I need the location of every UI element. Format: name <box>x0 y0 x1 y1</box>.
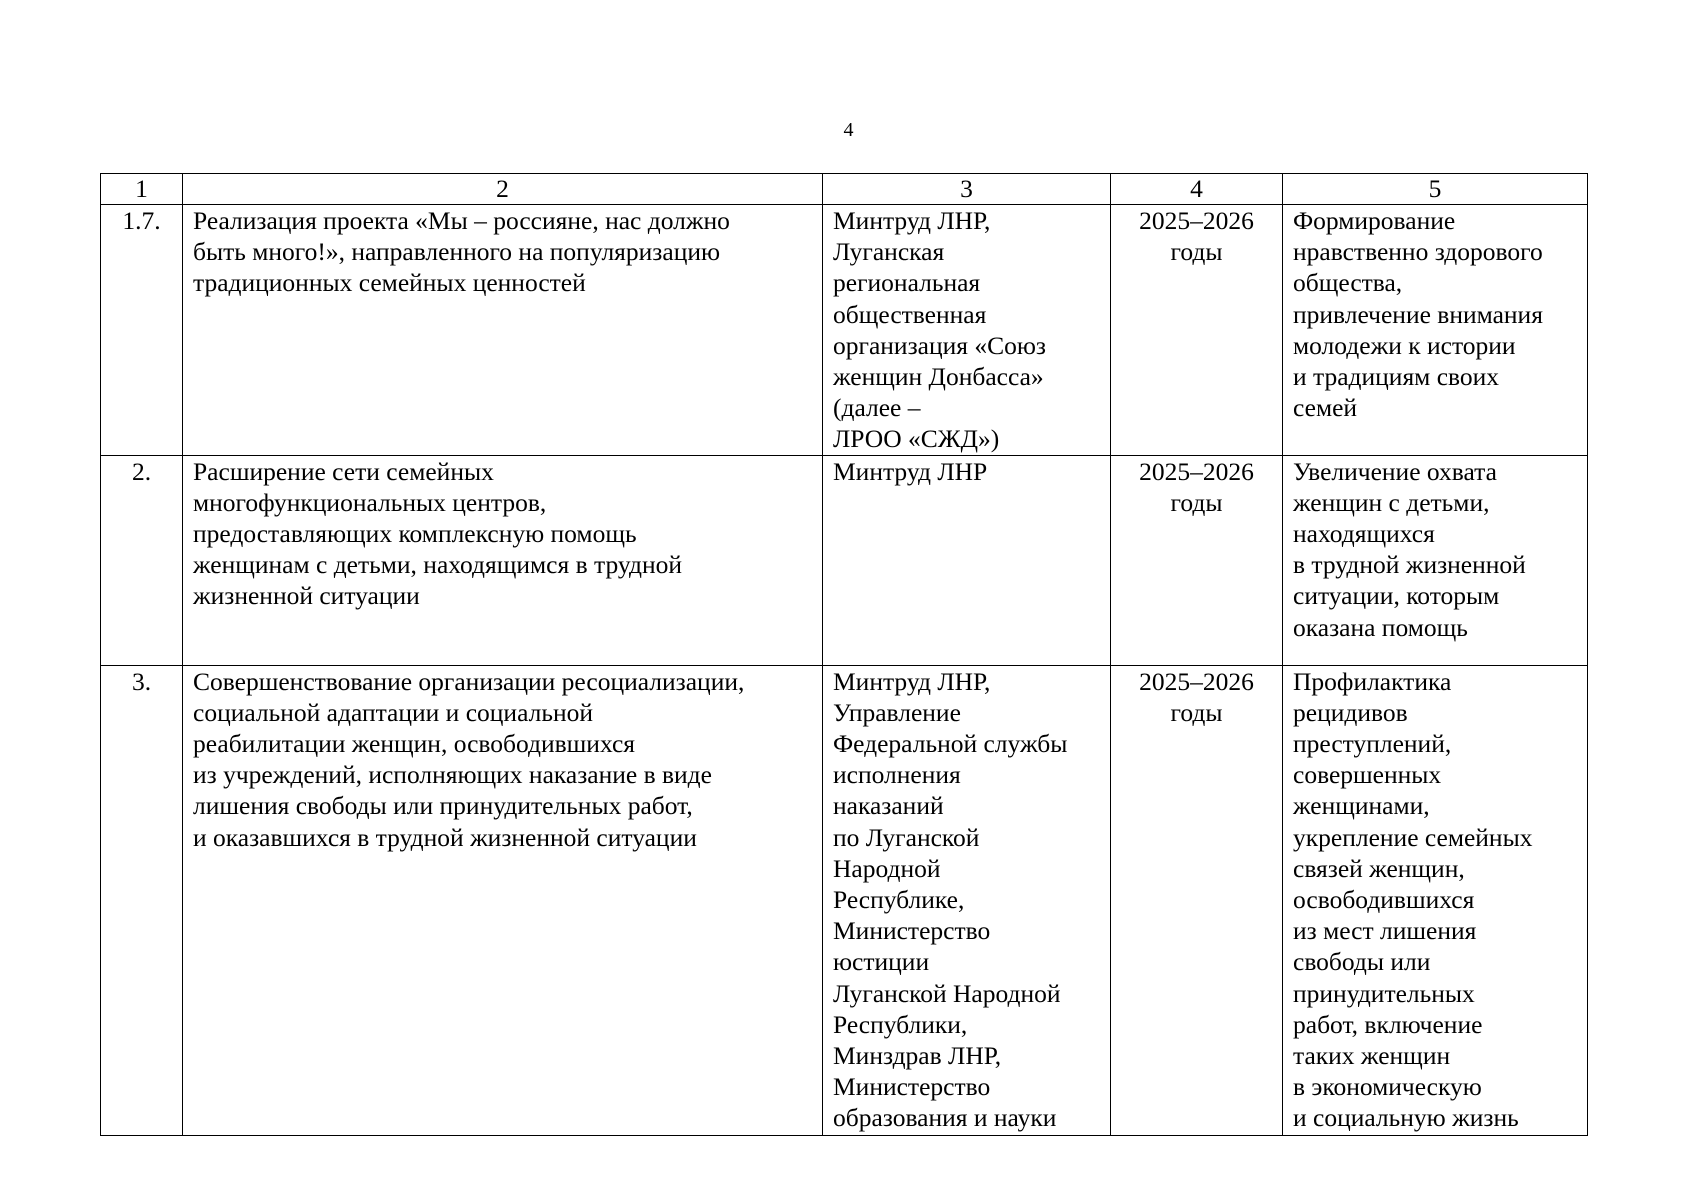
cell-line: 2025–2026 <box>1139 456 1254 486</box>
row-number: 3. <box>101 665 183 1135</box>
activity-cell <box>183 205 823 456</box>
cell-line: в трудной жизненной <box>1293 550 1526 580</box>
cell-line: Реализация проекта «Мы – россияне, нас должно <box>193 206 730 235</box>
cell-line: из мест лишения <box>1293 916 1477 946</box>
result-cell <box>1283 205 1588 456</box>
table-row <box>101 665 1588 1135</box>
cell-line: быть много!», направленного на популяризацию <box>193 237 721 267</box>
cell-line: Народной <box>833 853 941 883</box>
cell-line: Минтруд ЛНР, <box>833 666 991 696</box>
cell-line: семей <box>1293 393 1358 423</box>
cell-line: лишения свободы или принудительных работ, <box>193 791 693 821</box>
cell-line: общества, <box>1293 268 1403 298</box>
cell-line: Совершенствование организации ресоциализации, <box>193 666 745 696</box>
cell-line: связей женщин, <box>1293 853 1465 883</box>
cell-line: Минтруд ЛНР <box>833 456 988 486</box>
cell-line: многофункциональных центров, <box>193 487 547 517</box>
cell-line: исполнения <box>833 760 961 790</box>
cell-line: рецидивов <box>1293 697 1408 727</box>
cell-line: преступлений, <box>1293 729 1452 759</box>
table-header-row <box>101 174 1588 205</box>
cell-line: женщинами, <box>1293 791 1430 821</box>
row-number: 2. <box>101 455 183 665</box>
cell-line: Минтруд ЛНР, <box>833 206 991 235</box>
cell-line: и оказавшихся в трудной жизненной ситуации <box>193 822 697 852</box>
cell-line: свободы или <box>1293 947 1431 977</box>
cell-line: в экономическую <box>1293 1072 1482 1102</box>
cell-line: женщин Донбасса» <box>833 362 1044 392</box>
cell-line: ситуации, которым <box>1293 581 1500 611</box>
cell-line: образования и науки <box>833 1103 1057 1133</box>
cell-line: 2025–2026 <box>1139 206 1254 235</box>
cell-line: Республики, <box>833 1009 968 1039</box>
row-number: 1.7. <box>101 205 183 456</box>
cell-line: годы <box>1170 487 1223 517</box>
page-number: 4 <box>843 119 854 141</box>
cell-line: Расширение сети семейных <box>193 456 494 486</box>
cell-line: Министерство <box>833 1072 991 1102</box>
cell-line: годы <box>1170 697 1223 727</box>
cell-line: Министерство <box>833 916 991 946</box>
executors-cell <box>823 455 1111 665</box>
cell-line: годы <box>1170 237 1223 267</box>
cell-line: юстиции <box>833 947 930 977</box>
executors-cell <box>823 665 1111 1135</box>
table-row <box>101 455 1588 665</box>
cell-line: женщинам с детьми, находящимся в трудной <box>193 550 683 580</box>
cell-line: привлечение внимания <box>1293 299 1543 329</box>
cell-line: 2025–2026 <box>1139 666 1254 696</box>
cell-line: традиционных семейных ценностей <box>193 268 586 298</box>
header-cell: 2 <box>183 174 823 205</box>
cell-line: Формирование <box>1293 206 1456 235</box>
years-cell <box>1111 665 1283 1135</box>
cell-line: ЛРОО «СЖД») <box>833 424 1000 454</box>
header-cell: 1 <box>101 174 183 205</box>
executors-cell <box>823 205 1111 456</box>
cell-line: нравственно здорового <box>1293 237 1543 267</box>
table-row <box>101 205 1588 456</box>
cell-line: таких женщин <box>1293 1041 1451 1071</box>
cell-line: Минздрав ЛНР, <box>833 1041 1002 1071</box>
cell-line: женщин с детьми, <box>1293 487 1490 517</box>
cell-line: реабилитации женщин, освободившихся <box>193 729 636 759</box>
cell-line: Луганская <box>833 237 945 267</box>
cell-line: укрепление семейных <box>1293 822 1533 852</box>
action-plan-table <box>100 173 1588 1136</box>
cell-line: оказана помощь <box>1293 612 1468 642</box>
cell-line: (далее – <box>833 393 921 423</box>
cell-line: предоставляющих комплексную помощь <box>193 519 637 549</box>
result-cell <box>1283 665 1588 1135</box>
cell-line: Управление <box>833 697 961 727</box>
cell-line: из учреждений, исполняющих наказание в виде <box>193 760 712 790</box>
cell-line: совершенных <box>1293 760 1442 790</box>
cell-line: Профилактика <box>1293 666 1452 696</box>
years-cell <box>1111 205 1283 456</box>
cell-line: региональная <box>833 268 981 298</box>
cell-line: освободившихся <box>1293 885 1475 915</box>
cell-line: находящихся <box>1293 519 1435 549</box>
cell-line: Увеличение охвата <box>1293 456 1497 486</box>
cell-line: Федеральной службы <box>833 729 1068 759</box>
cell-line: общественная <box>833 299 987 329</box>
header-cell: 5 <box>1283 174 1588 205</box>
activity-cell <box>183 455 823 665</box>
cell-line: организация «Союз <box>833 330 1046 360</box>
cell-line: социальной адаптации и социальной <box>193 697 594 727</box>
cell-line: и социальную жизнь <box>1293 1103 1519 1133</box>
cell-line: наказаний <box>833 791 944 821</box>
cell-line: работ, включение <box>1293 1009 1483 1039</box>
cell-line: по Луганской <box>833 822 980 852</box>
cell-line: и традициям своих <box>1293 362 1500 392</box>
result-cell <box>1283 455 1588 665</box>
activity-cell <box>183 665 823 1135</box>
cell-line: Республике, <box>833 885 965 915</box>
cell-line: молодежи к истории <box>1293 330 1516 360</box>
cell-line: жизненной ситуации <box>193 581 420 611</box>
header-cell: 3 <box>823 174 1111 205</box>
cell-line: принудительных <box>1293 978 1475 1008</box>
cell-line: Луганской Народной <box>833 978 1061 1008</box>
header-cell: 4 <box>1111 174 1283 205</box>
years-cell <box>1111 455 1283 665</box>
